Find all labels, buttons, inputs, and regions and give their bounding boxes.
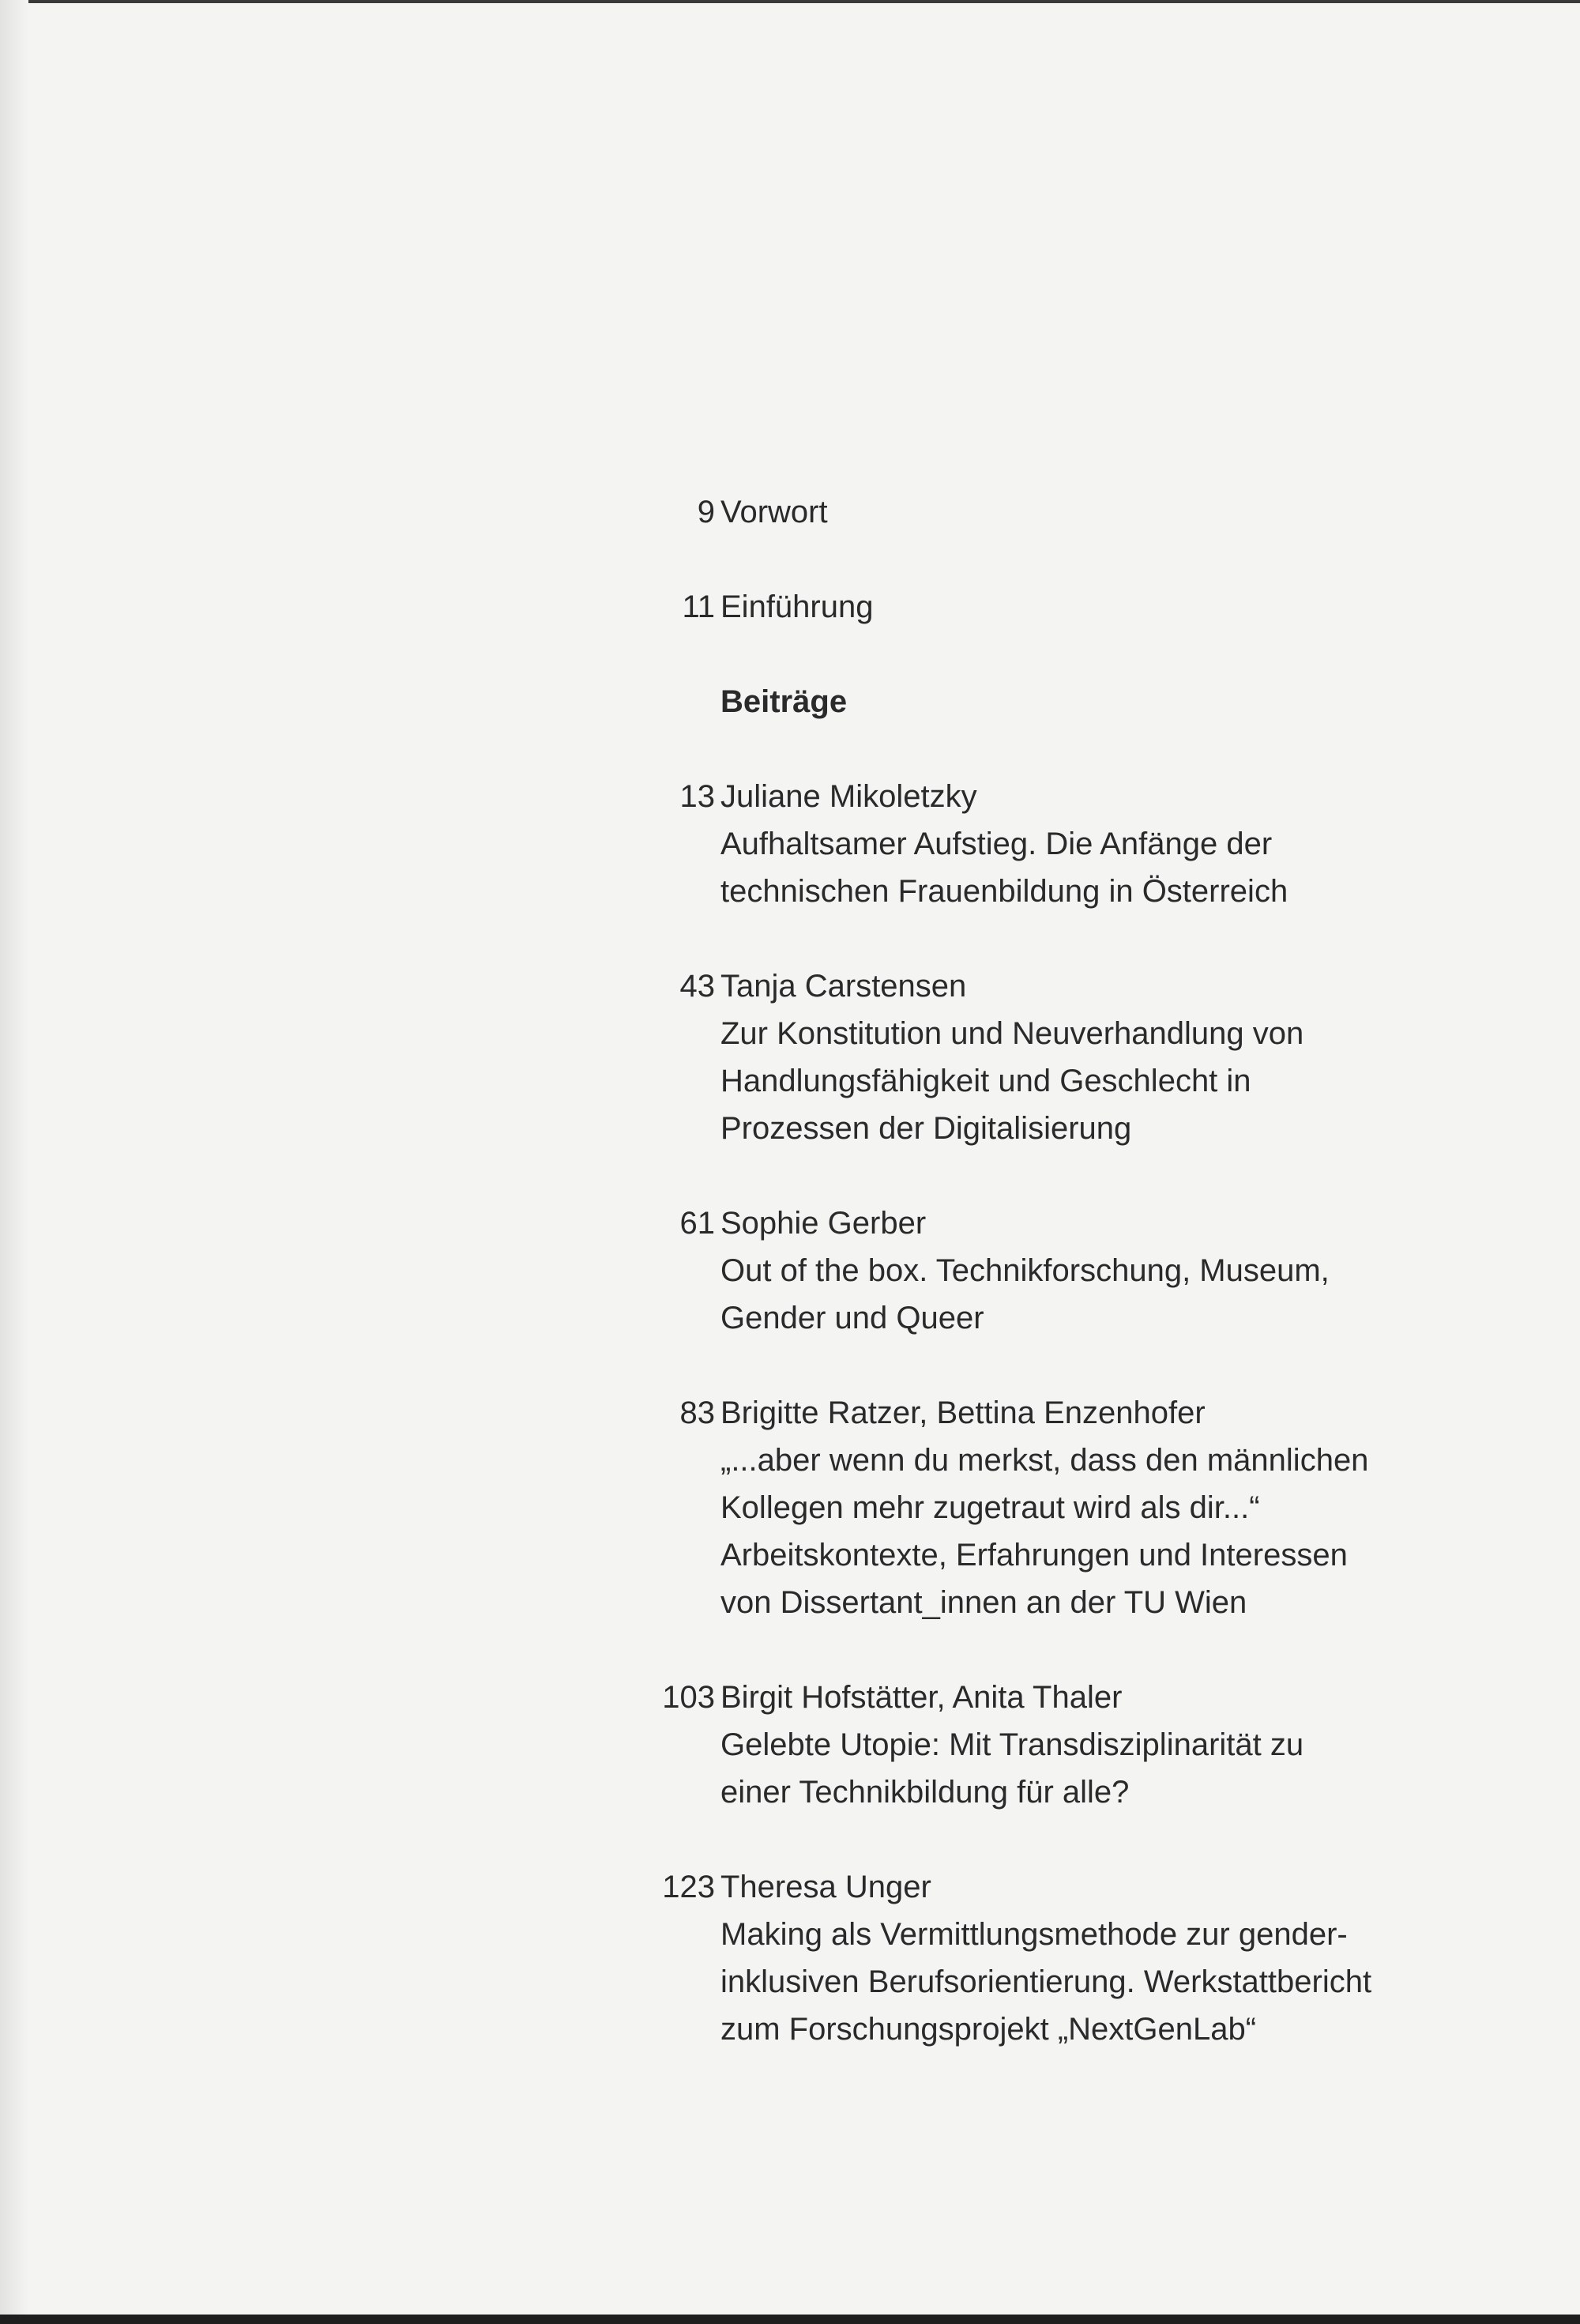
table-of-contents: [624, 488, 1414, 2053]
toc-entry-title-line: technischen Frauenbildung in Österreich: [720, 874, 1288, 909]
toc-entry-title: Vorwort: [720, 495, 828, 529]
toc-entry-title-line: einer Technikbildung für alle?: [720, 1775, 1130, 1810]
toc-page-number: 103: [662, 1680, 715, 1715]
toc-page-number: 61: [679, 1206, 715, 1241]
toc-entry-title-line: Aufhaltsamer Aufstieg. Die Anfänge der: [720, 827, 1273, 861]
toc-entry-contribution: [624, 1389, 1414, 1626]
toc-entry-contribution: [624, 1863, 1414, 2053]
toc-page-number: 43: [679, 969, 715, 1004]
toc-entry-author: Sophie Gerber: [720, 1206, 927, 1241]
toc-entry-title-line: „...aber wenn du merkst, dass den männlichen: [720, 1443, 1369, 1478]
toc-entry-title-line: Prozessen der Digitalisierung: [720, 1111, 1132, 1146]
toc-entry-title-line: inklusiven Berufsorientierung. Werkstattbericht: [720, 1964, 1372, 1999]
toc-entry-contribution: [624, 1674, 1414, 1816]
toc-page-number: 13: [679, 779, 715, 814]
page-bottom-edge: [0, 2315, 1580, 2324]
toc-entry-contribution: [624, 962, 1414, 1152]
toc-entry-vorwort: [624, 488, 1414, 536]
toc-entry-einfuehrung: [624, 583, 1414, 631]
toc-page-number: 83: [679, 1396, 715, 1430]
toc-entry-title-line: zum Forschungsprojekt „NextGenLab“: [720, 2012, 1257, 2047]
toc-entry-author: Tanja Carstensen: [720, 969, 967, 1004]
toc-entry-title-line: Gender und Queer: [720, 1301, 984, 1335]
page-top-edge: [0, 0, 1580, 3]
toc-entry-title: Einführung: [720, 589, 874, 624]
toc-entry-contribution: [624, 773, 1414, 915]
toc-entry-title-line: Making als Vermittlungsmethode zur gender-: [720, 1917, 1348, 1952]
toc-entry-title-line: Arbeitskontexte, Erfahrungen und Interessen: [720, 1538, 1348, 1573]
toc-entry-author: Brigitte Ratzer, Bettina Enzenhofer: [720, 1396, 1206, 1430]
toc-entry-contribution: [624, 1200, 1414, 1342]
toc-entry-title-line: von Dissertant_innen an der TU Wien: [720, 1585, 1247, 1620]
toc-entry-title-line: Kollegen mehr zugetraut wird als dir...“: [720, 1490, 1260, 1525]
toc-entry-title-line: Zur Konstitution und Neuverhandlung von: [720, 1016, 1304, 1051]
toc-page-number: 11: [682, 589, 715, 624]
toc-entry-title-line: Handlungsfähigkeit und Geschlecht in: [720, 1064, 1251, 1098]
toc-entry-author: Juliane Mikoletzky: [720, 779, 977, 814]
page-gutter-shadow: [0, 0, 28, 2324]
toc-page-number: 123: [662, 1870, 715, 1904]
toc-entry-author: Birgit Hofstätter, Anita Thaler: [720, 1680, 1123, 1715]
toc-entry-title-line: Out of the box. Technikforschung, Museum,: [720, 1253, 1330, 1288]
toc-page-number: 9: [697, 495, 715, 529]
section-heading-beitraege: Beiträge: [720, 684, 848, 719]
toc-entry-title-line: Gelebte Utopie: Mit Transdisziplinarität zu: [720, 1727, 1304, 1762]
toc-entry-author: Theresa Unger: [720, 1870, 931, 1904]
